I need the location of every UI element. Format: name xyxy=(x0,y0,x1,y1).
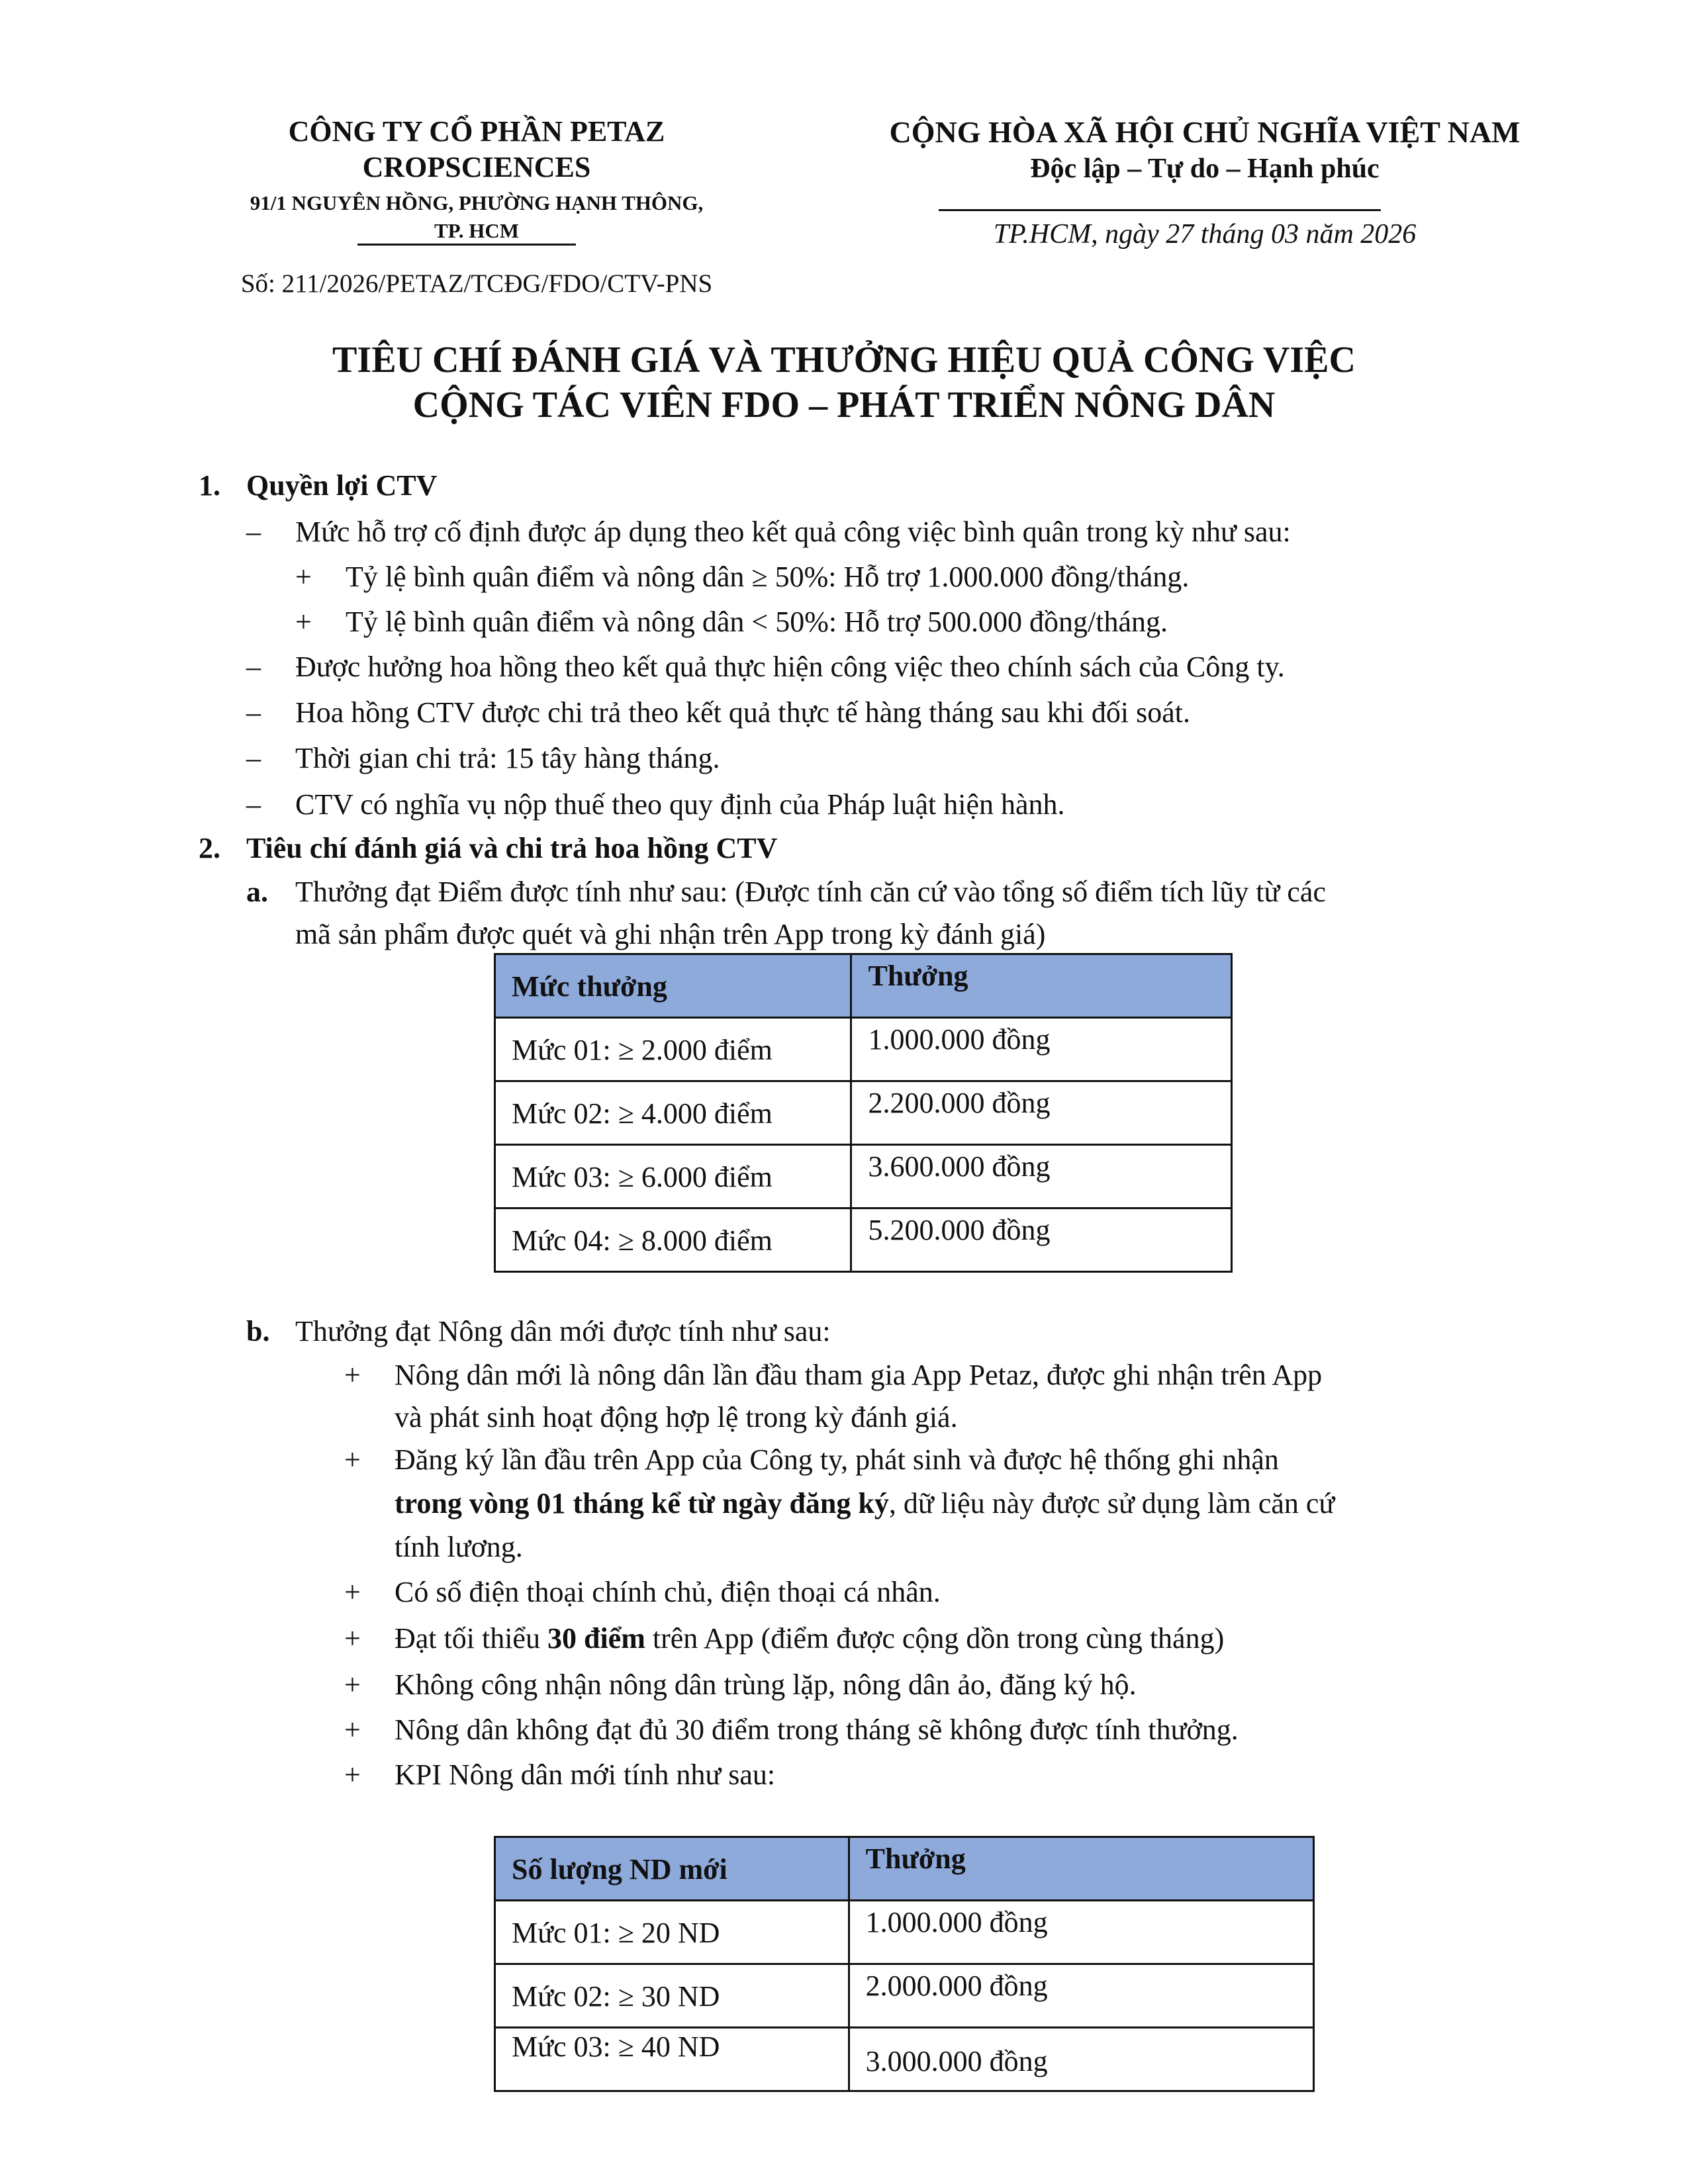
table-row xyxy=(495,1901,1314,1964)
table-cell-level: Mức 01: ≥ 2.000 điểm xyxy=(495,1018,851,1081)
subsection-a-letter: a. xyxy=(246,876,268,908)
company-address-line2: TP. HCM xyxy=(434,219,520,242)
table-row xyxy=(495,1145,1232,1208)
title-line1: TIÊU CHÍ ĐÁNH GIÁ VÀ THƯỞNG HIỆU QUẢ CÔNG VIỆC xyxy=(332,340,1356,381)
section2-number: 2. xyxy=(199,832,220,864)
company-underline xyxy=(357,244,576,246)
new-farmer-kpi-table xyxy=(494,1836,1315,2092)
item2-line2 xyxy=(395,1481,1335,1526)
section1-bullet5: CTV có nghĩa vụ nộp thuế theo quy định của Pháp luật hiện hành. xyxy=(295,788,1065,821)
plus-bullet: + xyxy=(344,1622,361,1655)
section1-sub1: Tỷ lệ bình quân điểm và nông dân ≥ 50%: Hỗ trợ 1.000.000 đồng/tháng. xyxy=(346,561,1190,593)
item1-line2: và phát sinh hoạt động hợp lệ trong kỳ đánh giá. xyxy=(395,1401,958,1433)
table-row xyxy=(495,2028,1314,2091)
table-row xyxy=(495,1208,1232,1272)
company-name-line2: CROPSCIENCES xyxy=(362,151,591,183)
dash-bullet: – xyxy=(246,696,261,729)
plus-bullet: + xyxy=(344,1443,361,1476)
table-row xyxy=(495,1018,1232,1081)
table-cell-level: Mức 02: ≥ 4.000 điểm xyxy=(495,1081,851,1145)
section1-bullet2: Được hưởng hoa hồng theo kết quả thực hiện công việc theo chính sách của Công ty. xyxy=(295,651,1285,683)
company-name-line1: CÔNG TY CỔ PHẦN PETAZ xyxy=(288,115,665,148)
plus-bullet: + xyxy=(344,1576,361,1608)
plus-bullet: + xyxy=(344,1359,361,1391)
document-title xyxy=(132,338,1556,428)
table-header-reward: Thưởng xyxy=(849,1837,1313,1901)
place-and-date: TP.HCM, ngày 27 tháng 03 năm 2026 xyxy=(993,219,1417,250)
title-line2: CỘNG TÁC VIÊN FDO – PHÁT TRIỂN NÔNG DÂN xyxy=(412,385,1276,426)
table-cell-reward: 5.200.000 đồng xyxy=(851,1208,1232,1272)
dash-bullet: – xyxy=(246,516,261,548)
table-row xyxy=(495,1964,1314,2028)
plus-bullet: + xyxy=(344,1758,361,1791)
table-cell-level: Mức 02: ≥ 30 ND xyxy=(495,1964,849,2028)
item2-bold: trong vòng 01 tháng kể từ ngày đăng ký xyxy=(395,1487,889,1520)
item4-bold: 30 điểm xyxy=(547,1622,645,1655)
national-title: CỘNG HÒA XÃ HỘI CHỦ NGHĨA VIỆT NAM xyxy=(889,115,1521,149)
table-cell-reward: 1.000.000 đồng xyxy=(851,1018,1232,1081)
plus-bullet: + xyxy=(295,606,312,638)
table-row xyxy=(495,1081,1232,1145)
subsection-a-line1: Thưởng đạt Điểm được tính như sau: (Được tính căn cứ vào tổng số điểm tích lũy từ các xyxy=(295,876,1326,908)
section2-heading: Tiêu chí đánh giá và chi trả hoa hồng CTV xyxy=(246,832,778,864)
item6: Nông dân không đạt đủ 30 điểm trong tháng sẽ không được tính thưởng. xyxy=(395,1713,1239,1746)
table-header-reward: Thưởng xyxy=(851,954,1232,1018)
subsection-a-line2: mã sản phẩm được quét và ghi nhận trên App trong kỳ đánh giá) xyxy=(295,918,1046,950)
table-cell-reward: 2.000.000 đồng xyxy=(849,1964,1313,2028)
section1-sub2: Tỷ lệ bình quân điểm và nông dân < 50%: Hỗ trợ 500.000 đồng/tháng. xyxy=(346,606,1168,638)
dash-bullet: – xyxy=(246,651,261,683)
table-header-level: Mức thưởng xyxy=(495,954,851,1018)
dash-bullet: – xyxy=(246,742,261,774)
item4-post: trên App (điểm được cộng dồn trong cùng tháng) xyxy=(645,1622,1225,1655)
table-cell-level: Mức 03: ≥ 40 ND xyxy=(495,2028,849,2091)
item4 xyxy=(395,1616,1224,1661)
document-number: Số: 211/2026/PETAZ/TCĐG/FDO/CTV-PNS xyxy=(240,269,713,298)
national-motto: Độc lập – Tự do – Hạnh phúc xyxy=(1030,154,1380,184)
plus-bullet: + xyxy=(344,1713,361,1746)
table-cell-level: Mức 04: ≥ 8.000 điểm xyxy=(495,1208,851,1272)
table-cell-reward: 1.000.000 đồng xyxy=(849,1901,1313,1964)
company-header xyxy=(172,114,781,245)
plus-bullet: + xyxy=(344,1668,361,1701)
section1-bullet1: Mức hỗ trợ cố định được áp dụng theo kết quả công việc bình quân trong kỳ như sau: xyxy=(295,516,1291,548)
section1-heading: Quyền lợi CTV xyxy=(246,469,438,502)
points-reward-table xyxy=(494,953,1233,1273)
table-header-row xyxy=(495,954,1232,1018)
dash-bullet: – xyxy=(246,788,261,821)
item2-line1: Đăng ký lần đầu trên App của Công ty, phát sinh và được hệ thống ghi nhận xyxy=(395,1443,1279,1476)
company-address-line1: 91/1 NGUYÊN HỒNG, PHƯỜNG HẠNH THÔNG, xyxy=(250,191,704,214)
section1-number: 1. xyxy=(199,469,220,502)
table-cell-reward: 3.000.000 đồng xyxy=(849,2028,1313,2091)
table-cell-level: Mức 01: ≥ 20 ND xyxy=(495,1901,849,1964)
table-cell-level: Mức 03: ≥ 6.000 điểm xyxy=(495,1145,851,1208)
subsection-b-intro: Thưởng đạt Nông dân mới được tính như sau: xyxy=(295,1315,831,1347)
item4-pre: Đạt tối thiểu xyxy=(395,1622,547,1655)
plus-bullet: + xyxy=(295,561,312,593)
table-header-row xyxy=(495,1837,1314,1901)
motto-underline xyxy=(939,209,1381,211)
table-header-quantity: Số lượng ND mới xyxy=(495,1837,849,1901)
section1-bullet4: Thời gian chi trả: 15 tây hàng tháng. xyxy=(295,742,720,774)
item2-rest: , dữ liệu này được sử dụng làm căn cứ xyxy=(888,1487,1335,1520)
subsection-b-letter: b. xyxy=(246,1315,270,1347)
national-header xyxy=(854,114,1556,187)
section1-bullet3: Hoa hồng CTV được chi trả theo kết quả thực tế hàng tháng sau khi đối soát. xyxy=(295,696,1190,729)
item2-line3: tính lương. xyxy=(395,1531,523,1563)
item7: KPI Nông dân mới tính như sau: xyxy=(395,1758,776,1791)
item1-line1: Nông dân mới là nông dân lần đầu tham gia App Petaz, được ghi nhận trên App xyxy=(395,1359,1323,1391)
item3: Có số điện thoại chính chủ, điện thoại cá nhân. xyxy=(395,1576,941,1608)
table-cell-reward: 2.200.000 đồng xyxy=(851,1081,1232,1145)
table-cell-reward: 3.600.000 đồng xyxy=(851,1145,1232,1208)
item5: Không công nhận nông dân trùng lặp, nông dân ảo, đăng ký hộ. xyxy=(395,1668,1137,1701)
